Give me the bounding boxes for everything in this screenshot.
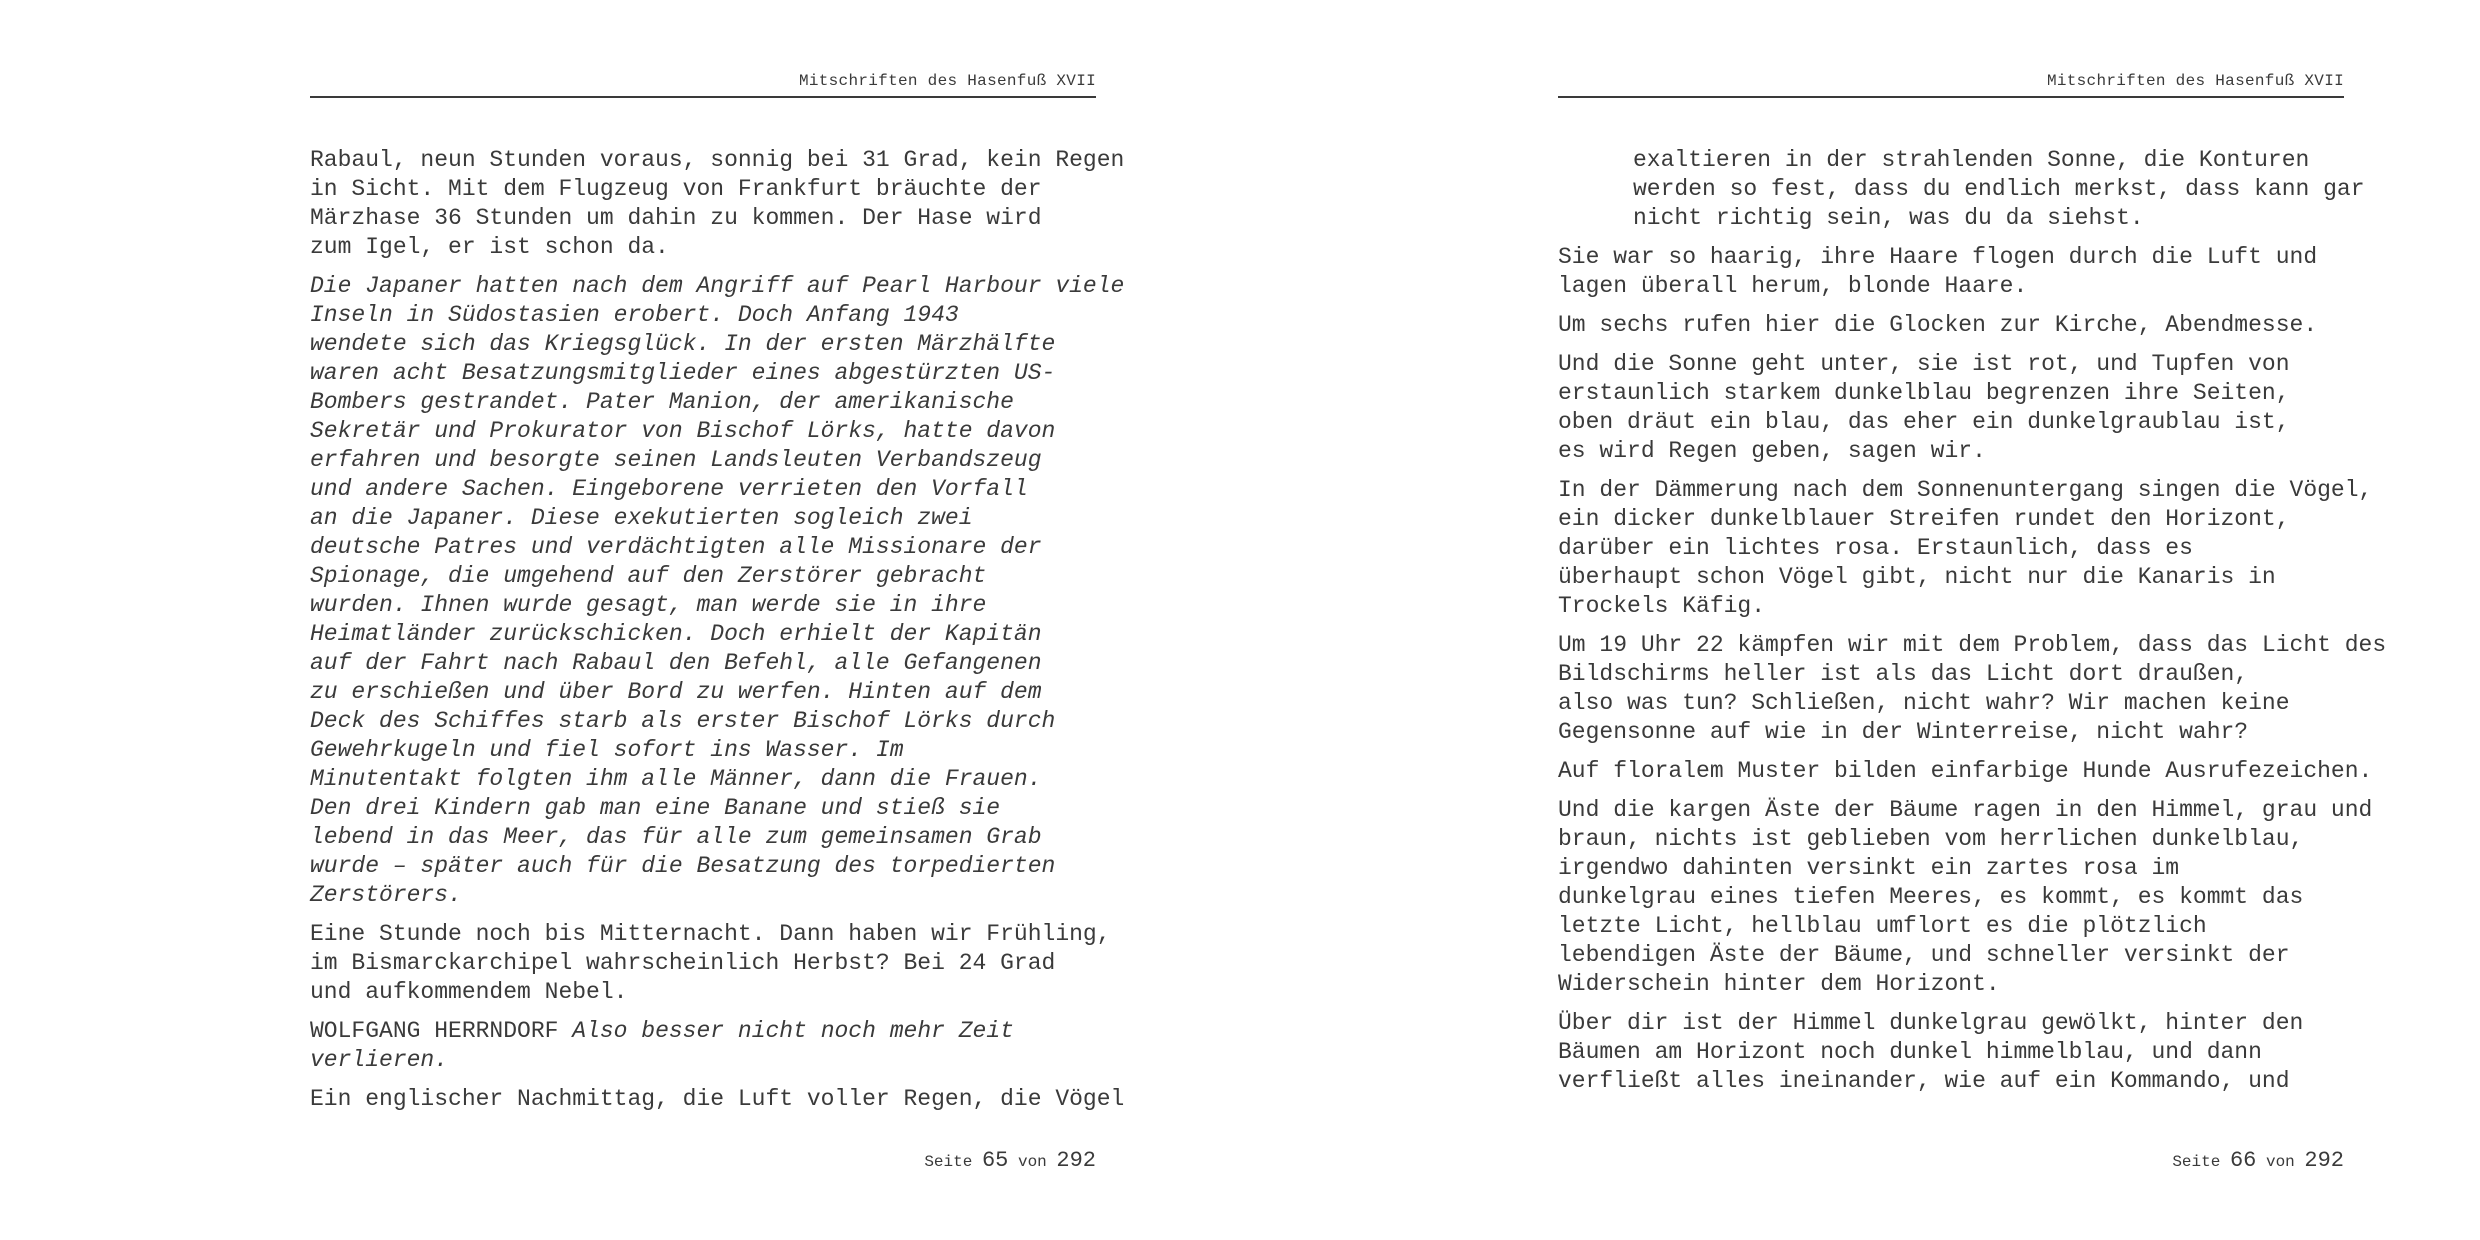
text-line: darüber ein lichtes rosa. Erstaunlich, dass es	[1558, 535, 2193, 561]
text-line: also was tun? Schließen, nicht wahr? Wir machen keine	[1558, 690, 2290, 716]
italic-text: Deck des Schiffes starb als erster Bischof Lörks durch	[310, 708, 1056, 734]
text-line: im Bismarckarchipel wahrscheinlich Herbst? Bei 24 Grad	[310, 950, 1056, 976]
page-number: 65	[981, 1148, 1009, 1173]
running-header: Mitschriften des Hasenfuß XVII	[2046, 72, 2344, 90]
text-line: Um sechs rufen hier die Glocken zur Kirche, Abendmesse.	[1558, 312, 2318, 338]
text-line: Auf floralem Muster bilden einfarbige Hunde Ausrufezeichen.	[1558, 758, 2373, 784]
header-rule	[310, 96, 1096, 98]
text-line: Eine Stunde noch bis Mitternacht. Dann haben wir Frühling,	[310, 921, 1111, 947]
text-line	[310, 359, 1096, 388]
italic-text: lebend in das Meer, das für alle zum gemeinsamen Grab	[310, 824, 1042, 850]
page-footer	[310, 1148, 1096, 1173]
text-line	[310, 475, 1096, 504]
text-line	[310, 504, 1096, 533]
paragraph	[1558, 757, 2373, 786]
text-line	[310, 1017, 1096, 1046]
running-header: Mitschriften des Hasenfuß XVII	[798, 72, 1096, 90]
paragraph	[1558, 476, 2373, 621]
text-line	[310, 823, 1096, 852]
text-line	[310, 736, 1096, 765]
footer-prefix: Seite	[924, 1153, 973, 1171]
italic-text: Heimatländer zurückschicken. Doch erhielt der Kapitän	[310, 621, 1042, 647]
page-total: 292	[1056, 1148, 1096, 1173]
italic-text: wendete sich das Kriegsglück. In der ersten Märzhälfte	[310, 331, 1056, 357]
text-line	[310, 1046, 1096, 1075]
text-line: nicht richtig sein, was du da siehst.	[1633, 205, 2144, 231]
body-text	[310, 146, 1125, 1124]
text-line: Widerschein hinter dem Horizont.	[1558, 971, 2000, 997]
footer-separator: von	[2265, 1153, 2295, 1171]
text-line	[310, 649, 1096, 678]
paragraph	[1558, 350, 2344, 466]
paragraph	[310, 146, 1125, 262]
text-line	[310, 417, 1096, 446]
paragraph	[1558, 311, 2344, 340]
italic-text: waren acht Besatzungsmitglieder eines abgestürzten US-	[310, 360, 1056, 386]
text-line	[310, 881, 1096, 910]
footer-separator: von	[1017, 1153, 1047, 1171]
text-line: Über dir ist der Himmel dunkelgrau gewölkt, hinter den	[1558, 1010, 2304, 1036]
text-line: letzte Licht, hellblau umflort es die plötzlich	[1558, 913, 2207, 939]
text-line: es wird Regen geben, sagen wir.	[1558, 438, 1986, 464]
paragraph	[310, 920, 1111, 1007]
italic-text: Die Japaner hatten nach dem Angriff auf Pearl Harbour viele	[310, 273, 1125, 299]
text-line	[310, 678, 1096, 707]
text-line: In der Dämmerung nach dem Sonnenuntergang singen die Vögel,	[1558, 477, 2373, 503]
paragraph	[310, 1017, 1096, 1075]
text-line: Und die kargen Äste der Bäume ragen in den Himmel, grau und	[1558, 797, 2373, 823]
italic-text: zu erschießen und über Bord zu werfen. Hinten auf dem	[310, 679, 1042, 705]
text-line	[310, 591, 1096, 620]
text-line: Um 19 Uhr 22 kämpfen wir mit dem Problem, dass das Licht des	[1558, 632, 2387, 658]
text-line: verfließt alles ineinander, wie auf ein Kommando, und	[1558, 1068, 2290, 1094]
text-line	[310, 562, 1096, 591]
text-line: Bildschirms heller ist als das Licht dort draußen,	[1558, 661, 2249, 687]
text-line: Ein englischer Nachmittag, die Luft voller Regen, die Vögel	[310, 1086, 1125, 1112]
page-total: 292	[2304, 1148, 2344, 1173]
paragraph	[1558, 631, 2387, 747]
text-line: Märzhase 36 Stunden um dahin zu kommen. Der Hase wird	[310, 205, 1042, 231]
text-line: braun, nichts ist geblieben vom herrlichen dunkelblau,	[1558, 826, 2304, 852]
italic-text: Inseln in Südostasien erobert. Doch Anfang 1943	[310, 302, 959, 328]
text-line: in Sicht. Mit dem Flugzeug von Frankfurt bräuchte der	[310, 176, 1042, 202]
right-page	[1558, 0, 2387, 1240]
paragraph	[310, 272, 1125, 910]
text-line: ein dicker dunkelblauer Streifen rundet den Horizont,	[1558, 506, 2290, 532]
text-line: erstaunlich starkem dunkelblau begrenzen ihre Seiten,	[1558, 380, 2290, 406]
text-line: Und die Sonne geht unter, sie ist rot, und Tupfen von	[1558, 351, 2290, 377]
italic-text: Minutentakt folgten ihm alle Männer, dann die Frauen.	[310, 766, 1042, 792]
text-line	[310, 533, 1096, 562]
italic-text: Gewehrkugeln und fiel sofort ins Wasser. Im	[310, 737, 904, 763]
page-footer	[1558, 1148, 2344, 1173]
italic-text: wurden. Ihnen wurde gesagt, man werde sie in ihre	[310, 592, 987, 618]
text-line: überhaupt schon Vögel gibt, nicht nur die Kanaris in	[1558, 564, 2276, 590]
text-line: exaltieren in der strahlenden Sonne, die Konturen	[1633, 147, 2310, 173]
speaker-name: WOLFGANG HERRNDORF	[310, 1018, 559, 1044]
text-line: oben dräut ein blau, das eher ein dunkelgraublau ist,	[1558, 409, 2290, 435]
italic-text: Den drei Kindern gab man eine Banane und stieß sie	[310, 795, 1001, 821]
paragraph	[1558, 243, 2344, 301]
paragraph	[1558, 146, 2365, 233]
text-line: zum Igel, er ist schon da.	[310, 234, 669, 260]
italic-text: Sekretär und Prokurator von Bischof Lörks, hatte davon	[310, 418, 1056, 444]
page-number: 66	[2229, 1148, 2257, 1173]
italic-text: deutsche Patres und verdächtigten alle Missionare der	[310, 534, 1042, 560]
footer-prefix: Seite	[2172, 1153, 2221, 1171]
text-line	[310, 620, 1096, 649]
italic-text: auf der Fahrt nach Rabaul den Befehl, alle Gefangenen	[310, 650, 1042, 676]
italic-text: wurde – später auch für die Besatzung des torpedierten	[310, 853, 1056, 879]
body-text	[1558, 146, 2387, 1106]
text-line: Trockels Käfig.	[1558, 593, 1766, 619]
text-line	[310, 301, 1096, 330]
left-page	[310, 0, 1125, 1240]
text-line: Gegensonne auf wie in der Winterreise, nicht wahr?	[1558, 719, 2249, 745]
header-rule	[1558, 96, 2344, 98]
text-line	[310, 388, 1096, 417]
text-line: dunkelgrau eines tiefen Meeres, es kommt, es kommt das	[1558, 884, 2304, 910]
text-line: werden so fest, dass du endlich merkst, dass kann gar	[1633, 176, 2365, 202]
text-line	[310, 765, 1096, 794]
text-line	[310, 330, 1096, 359]
text-line	[310, 272, 1125, 301]
paragraph	[1558, 1009, 2344, 1096]
text-line: lebendigen Äste der Bäume, und schneller versinkt der	[1558, 942, 2290, 968]
italic-text: erfahren und besorgte seinen Landsleuten Verbandszeug	[310, 447, 1042, 473]
text-line: Bäumen am Horizont noch dunkel himmelblau, und dann	[1558, 1039, 2262, 1065]
text-line: Sie war so haarig, ihre Haare flogen durch die Luft und	[1558, 244, 2318, 270]
text-line	[310, 852, 1096, 881]
paragraph	[1558, 796, 2373, 999]
text-line: lagen überall herum, blonde Haare.	[1558, 273, 2028, 299]
paragraph	[310, 1085, 1125, 1114]
text-line: irgendwo dahinten versinkt ein zartes rosa im	[1558, 855, 2180, 881]
italic-text: Spionage, die umgehend auf den Zerstörer gebracht	[310, 563, 987, 589]
italic-text: Bombers gestrandet. Pater Manion, der amerikanische	[310, 389, 1014, 415]
italic-text: Zerstörers.	[310, 882, 462, 908]
quote-text: Also besser nicht noch mehr Zeit	[572, 1018, 1014, 1044]
text-line: und aufkommendem Nebel.	[310, 979, 628, 1005]
italic-text: an die Japaner. Diese exekutierten sogleich zwei	[310, 505, 973, 531]
text-line	[310, 707, 1096, 736]
text-line	[310, 446, 1096, 475]
italic-text: verlieren.	[310, 1047, 449, 1073]
text-line	[310, 794, 1096, 823]
italic-text: und andere Sachen. Eingeborene verrieten den Vorfall	[310, 476, 1028, 502]
text-line: Rabaul, neun Stunden voraus, sonnig bei 31 Grad, kein Regen	[310, 147, 1125, 173]
